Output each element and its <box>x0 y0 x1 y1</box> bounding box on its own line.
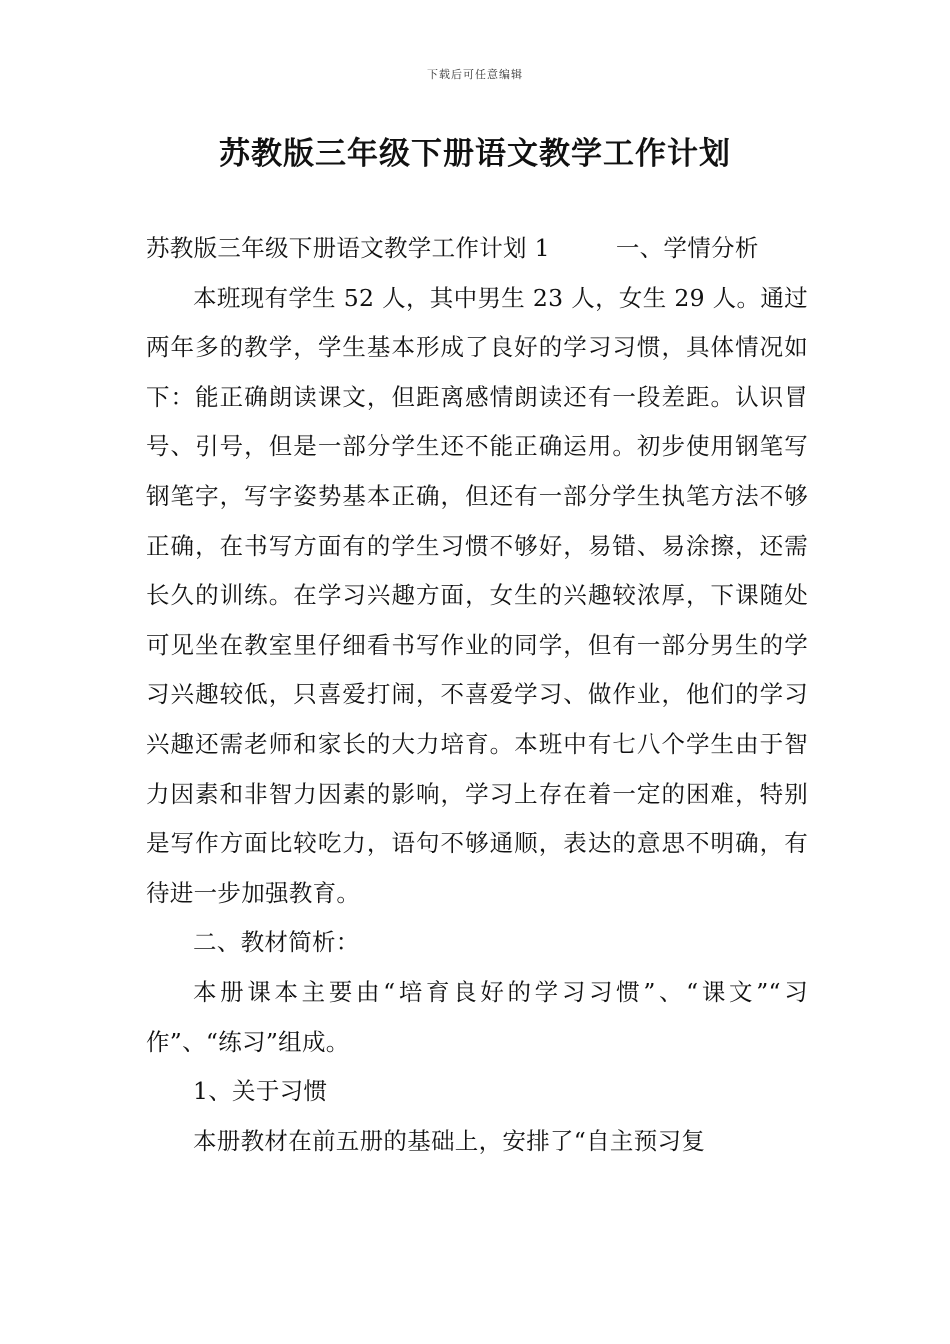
section1-heading: 一、学情分析 <box>615 234 759 262</box>
document-body <box>146 224 808 1166</box>
section2-heading: 二、教材简析： <box>193 928 360 957</box>
paragraph-textbook-overview: 本册课本主要由“培育良好的学习习惯”、“课文”“习作”、“练习”组成。 <box>146 977 808 1056</box>
document-title: 苏教版三年级下册语文教学工作计划 <box>219 136 731 172</box>
intro-label: 苏教版三年级下册语文教学工作计划 1 <box>146 234 550 262</box>
header-note: 下载后可任意编辑 <box>427 68 523 81</box>
intro-line <box>146 224 808 274</box>
paragraph-habits: 本册教材在前五册的基础上，安排了“自主预习复 <box>193 1126 706 1155</box>
paragraph-student-analysis: 本班现有学生 52 人，其中男生 23 人，女生 29 人。通过两年多的教学，学生基本形成了良好的学习习惯，具体情况如下：能正确朗读课文，但距离感情朗读还有一段差距。认识冒号、引号，但是一部分学生还不能正确运用。初步使用钢笔写钢笔字，写字姿势基本正确，但还有一部分学生执笔方法不够正确，在书写方面有的学生习惯不够好，易错、易涂擦，还需长久的训练。在学习兴趣方面，女生的兴趣较浓厚，下课随处可见坐在教室里仔细看书写作业的同学，但有一部分男生的学习兴趣较低，只喜爱打闹，不喜爱学习、做作业，他们的学习兴趣还需老师和家长的大力培育。本班中有七八个学生由于智力因素和非智力因素的影响，学习上存在着一定的困难，特别是写作方面比较吃力，语句不够通顺，表达的意思不明确，有待进一步加强教育。 <box>146 283 808 907</box>
subsection1-heading: 1、关于习惯 <box>193 1077 328 1106</box>
